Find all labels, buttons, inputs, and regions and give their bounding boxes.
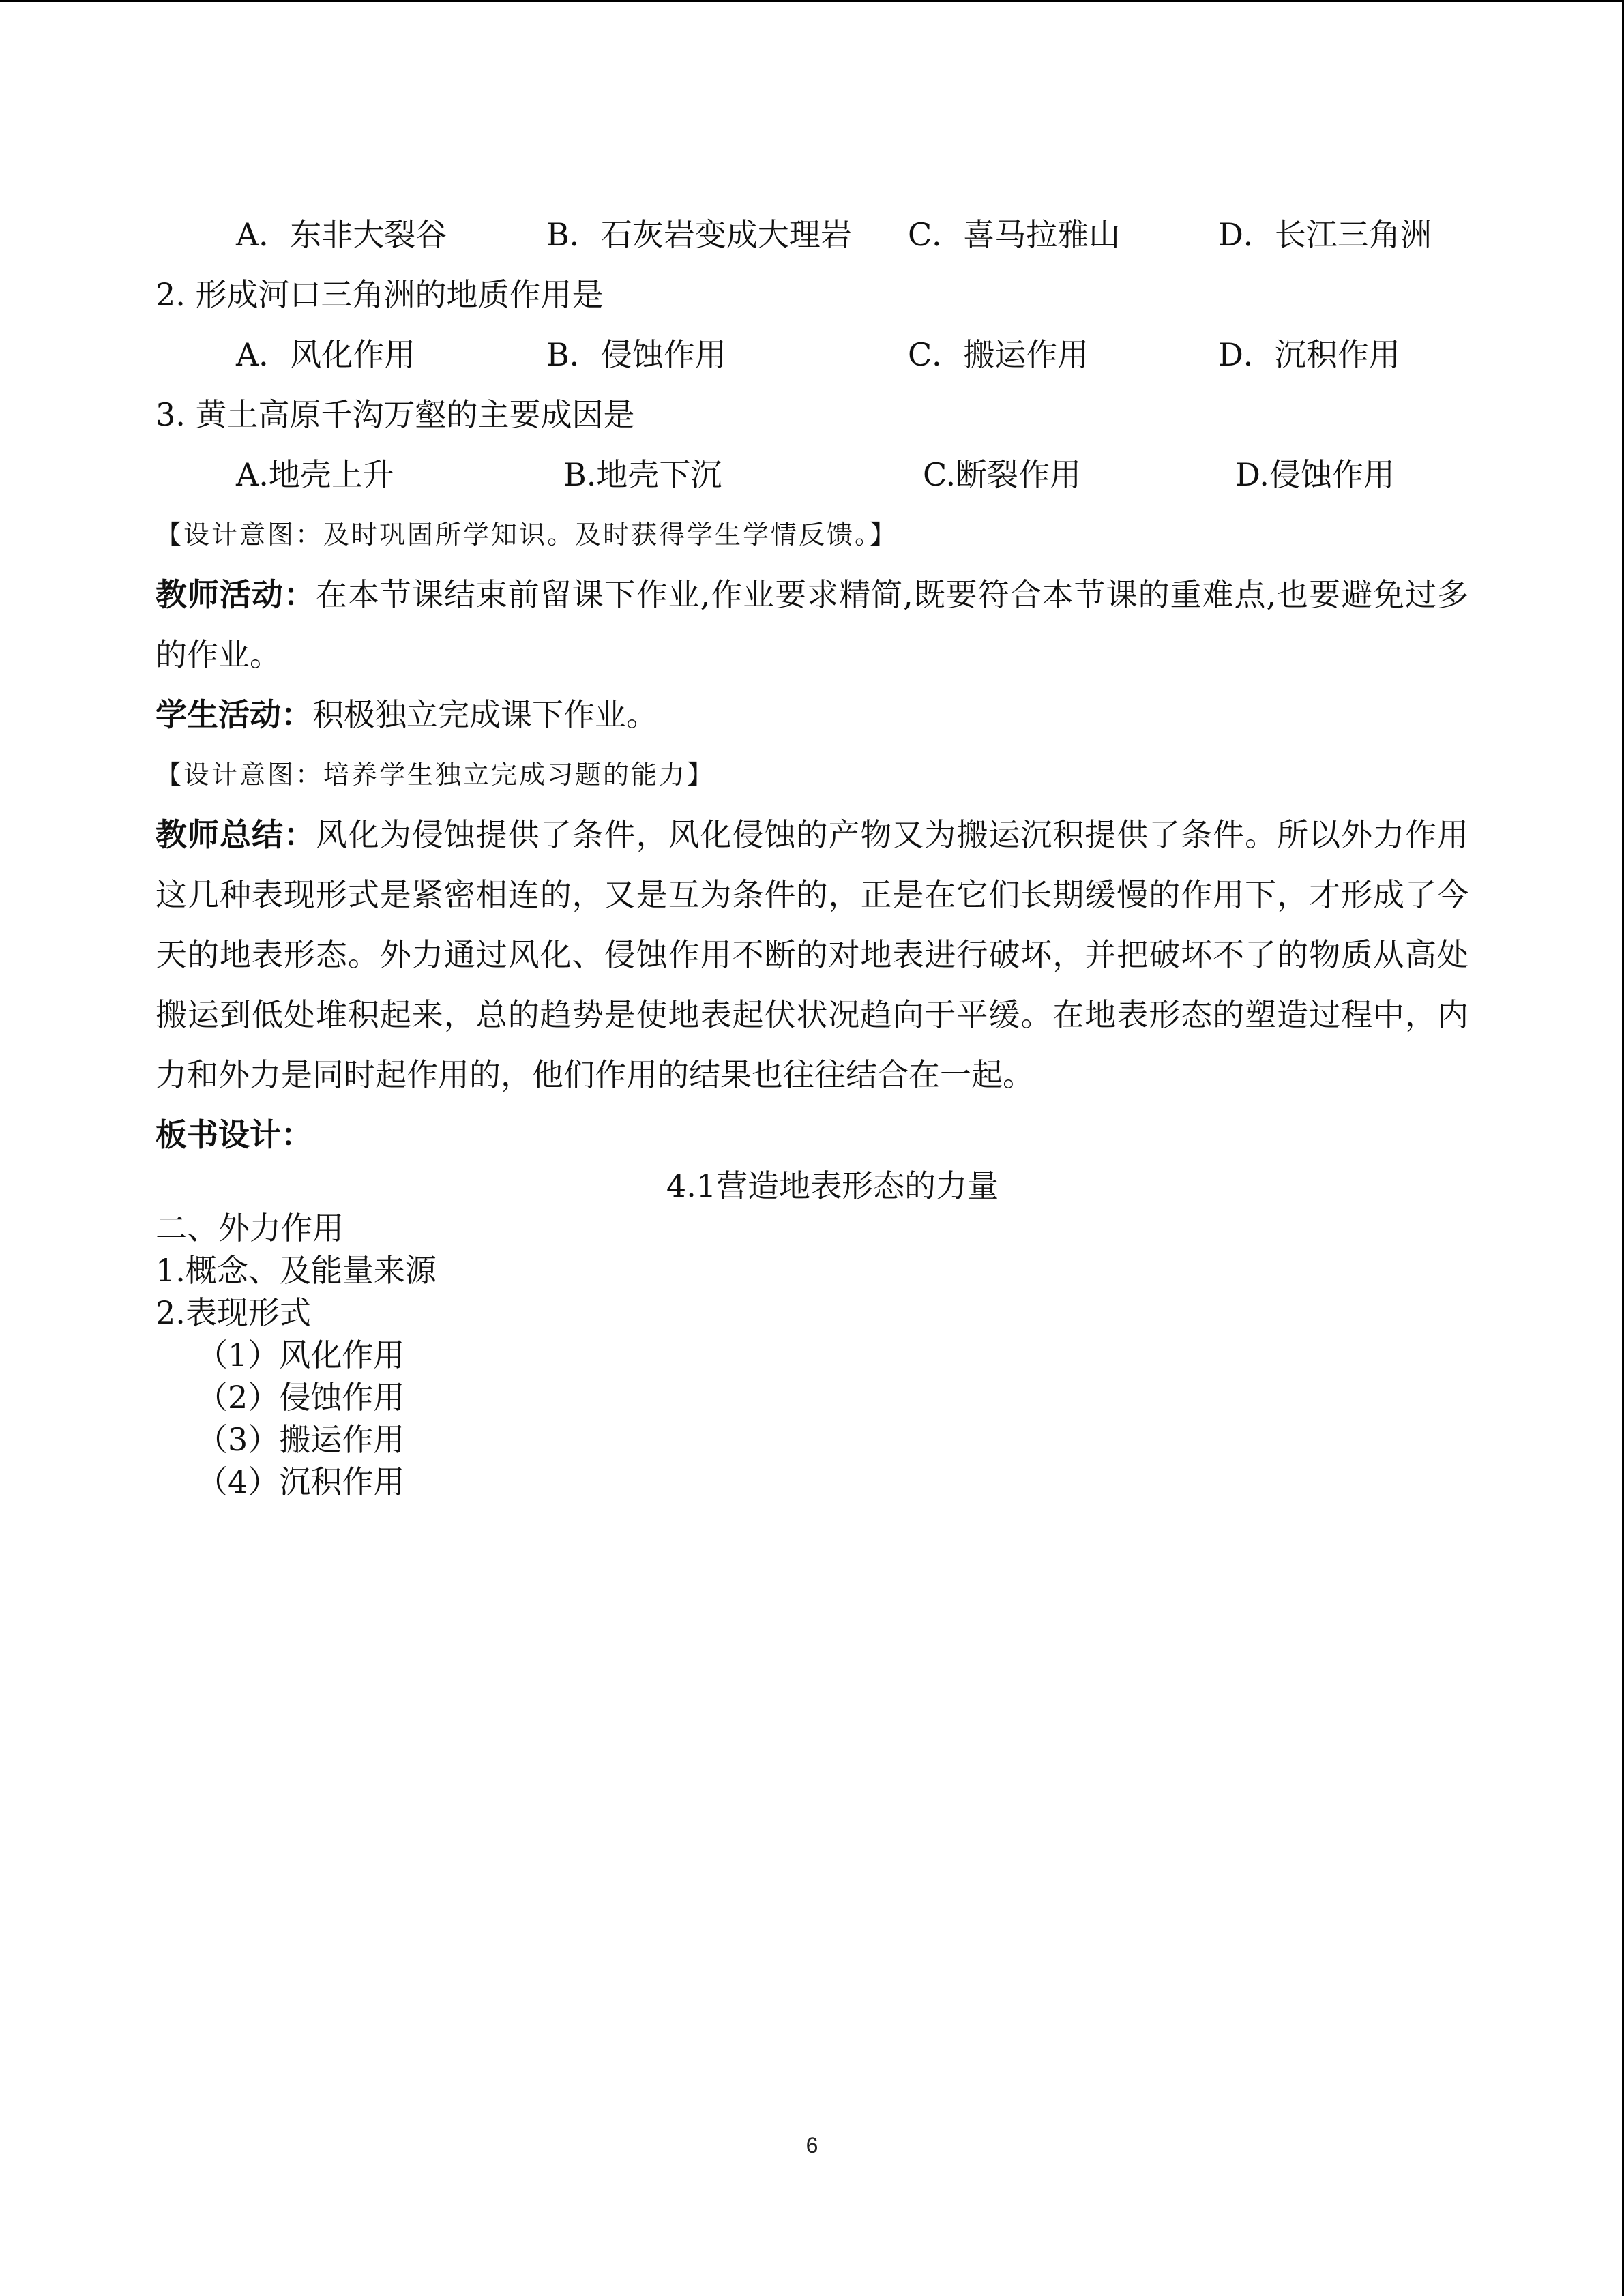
teacher-summary [156, 805, 1468, 1105]
teacher-summary-text: 风化为侵蚀提供了条件，风化侵蚀的产物又为搬运沉积提供了条件。所以外力作用这几种表现形式是紧密相连的，又是互为条件的，正是在它们长期缓慢的作用下，才形成了今天的地表形态。外力通过风化、侵蚀作用不断的对地表进行破坏，并把破坏不了的物质从高处搬运到低处堆积起来，总的趋势是使地表起伏状况趋向于平缓。在地表形态的塑造过程中，内力和外力是同时起作用的，他们作用的结果也往往结合在一起。 [156, 816, 1468, 1093]
board-item-2: 2.表现形式 [156, 1294, 311, 1331]
q2-text: 2. 形成河口三角洲的地质作用是 [156, 276, 604, 313]
teacher-activity [156, 565, 1468, 685]
teacher-activity-text: 在本节课结束前留课下作业,作业要求精简,既要符合本节课的重难点,也要避免过多的作业。 [156, 576, 1469, 673]
student-activity-text: 积极独立完成课下作业。 [312, 696, 658, 733]
design-intent-2: 【设计意图：培养学生独立完成习题的能力】 [156, 760, 715, 790]
board-item-1: 1.概念、及能量来源 [156, 1252, 437, 1289]
board-subitem-4: （4）沉积作用 [196, 1463, 405, 1500]
q3-option-d: D.侵蚀作用 [1235, 456, 1395, 493]
board-subitem-2: （2）侵蚀作用 [196, 1379, 405, 1416]
q1-option-a: A．东非大裂谷 [236, 216, 447, 253]
board-design-label: 板书设计： [156, 1116, 312, 1153]
q3-option-c: C.断裂作用 [923, 456, 1082, 493]
board-section: 二、外力作用 [156, 1210, 344, 1247]
board-subitem-1: （1）风化作用 [196, 1337, 405, 1373]
board-subitem-3: （3）搬运作用 [196, 1421, 405, 1458]
student-activity-label: 学生活动： [156, 696, 312, 733]
teacher-activity-label: 教师活动： [156, 576, 316, 613]
board-design-heading [156, 1105, 1468, 1165]
page-top-border [0, 0, 1624, 2]
q1-option-c: C．喜马拉雅山 [908, 216, 1121, 253]
board-title: 4.1营造地表形态的力量 [666, 1167, 999, 1204]
q1-options [156, 205, 1468, 265]
q3-option-a: A.地壳上升 [236, 456, 394, 493]
q2-option-b: B．侵蚀作用 [546, 336, 726, 373]
q1-option-b: B．石灰岩变成大理岩 [546, 216, 852, 253]
q2-option-a: A．风化作用 [236, 336, 416, 373]
q2-option-c: C．搬运作用 [908, 336, 1089, 373]
q2-options [156, 325, 1468, 385]
page-number: 6 [806, 2133, 818, 2158]
q2-option-d: D．沉积作用 [1218, 336, 1400, 373]
q3-text: 3. 黄土高原千沟万壑的主要成因是 [156, 396, 635, 433]
q1-option-d: D．长江三角洲 [1218, 216, 1432, 253]
teacher-summary-label: 教师总结： [156, 816, 316, 853]
document-body [156, 205, 1468, 1503]
design-intent-1: 【设计意图：及时巩固所学知识。及时获得学生学情反馈。】 [156, 520, 898, 550]
q3-option-b: B.地壳下沉 [563, 456, 722, 493]
student-activity [156, 685, 1468, 745]
q3-options [156, 445, 1468, 505]
